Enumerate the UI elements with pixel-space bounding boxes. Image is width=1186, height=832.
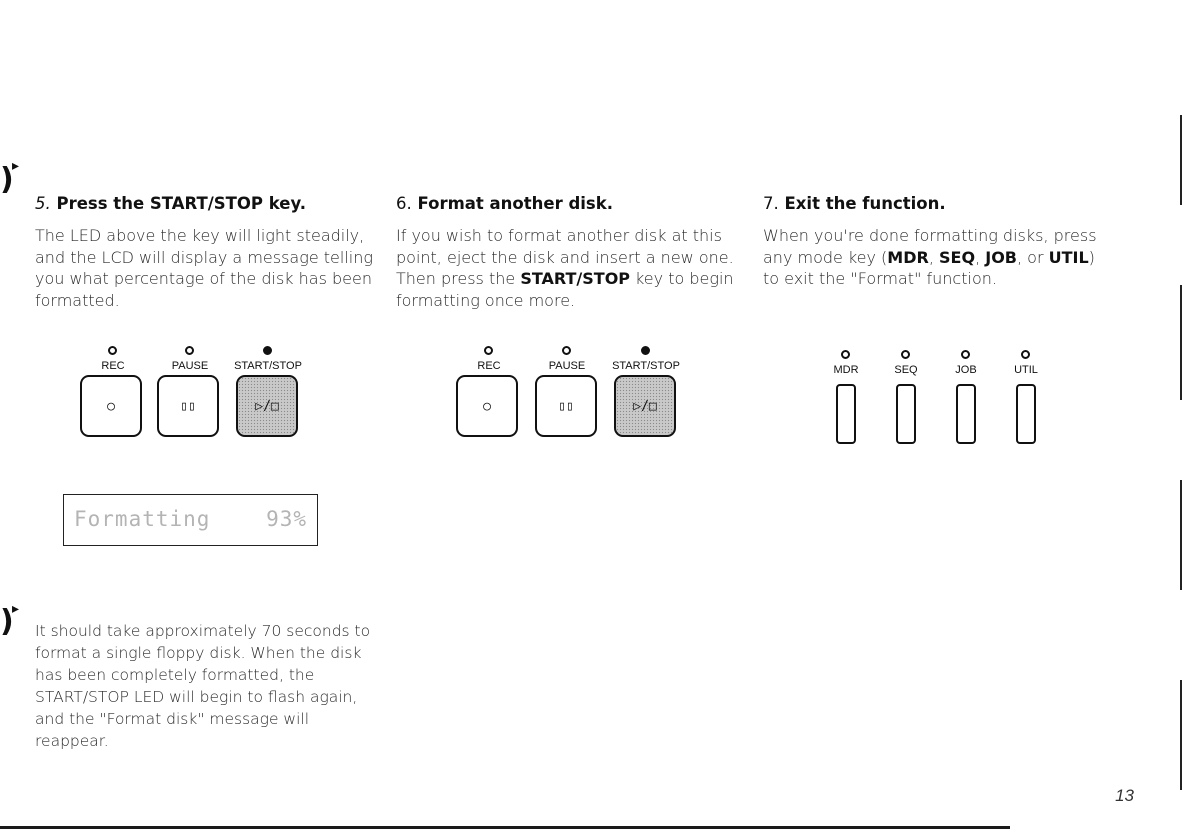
startstop-button-1[interactable] — [236, 375, 298, 437]
rec-icon: ○ — [483, 398, 491, 414]
job-led — [961, 350, 970, 359]
util-led — [1021, 350, 1030, 359]
step-7-sep-1: , — [928, 247, 939, 267]
rec-button-1[interactable] — [80, 375, 142, 437]
startstop-label-2: START/STOP — [612, 360, 680, 372]
step-7-heading — [763, 194, 946, 213]
step-5-title: Press the START/STOP key. — [56, 194, 306, 213]
rec-label-1: REC — [101, 360, 125, 372]
job-label: JOB — [955, 364, 977, 376]
pause-button-2[interactable] — [535, 375, 597, 437]
seq-key[interactable] — [896, 384, 916, 444]
step-7-number: 7. — [763, 194, 779, 213]
step-6-body — [396, 225, 746, 311]
pause-icon: ▯▯ — [558, 398, 574, 414]
job-key[interactable] — [956, 384, 976, 444]
pause-label-2: PAUSE — [548, 360, 586, 372]
step-7-key-util: UTIL — [1048, 247, 1089, 267]
pause-icon: ▯▯ — [180, 398, 196, 414]
step-7-body-pre: When you're done formatting disks, press any mode key ( — [763, 226, 1097, 267]
mdr-label: MDR — [833, 364, 859, 376]
edge-tick-top: ▸ — [12, 158, 20, 174]
pause-led-1 — [185, 346, 194, 355]
step-6-body-post: key to begin formatting once more. — [396, 269, 734, 310]
rec-button-2[interactable] — [456, 375, 518, 437]
step-5-heading — [35, 194, 306, 213]
step-7-sep-3: , or — [1016, 247, 1049, 267]
step-7-body — [763, 225, 1108, 290]
step-7-key-mdr: MDR — [887, 247, 929, 267]
startstop-label-1: START/STOP — [234, 360, 302, 372]
seq-led — [901, 350, 910, 359]
step-7-key-seq: SEQ — [939, 247, 976, 267]
rec-icon: ○ — [107, 398, 115, 414]
step-7-sep-2: , — [975, 247, 986, 267]
right-edge-line-3 — [1180, 480, 1182, 590]
lcd-display — [63, 494, 318, 546]
bottom-rule — [0, 826, 1010, 829]
util-key[interactable] — [1016, 384, 1036, 444]
step-7-body-post: ) to exit the "Format" function. — [763, 247, 1095, 288]
lcd-percent: 93% — [266, 507, 307, 531]
step-7-title: Exit the function. — [784, 194, 946, 213]
pause-button-1[interactable] — [157, 375, 219, 437]
right-edge-line-4 — [1180, 680, 1182, 790]
edge-mark-bottom: ) — [0, 604, 14, 639]
play-stop-icon: ▷/□ — [255, 398, 279, 414]
startstop-button-2[interactable] — [614, 375, 676, 437]
note-text: It should take approximately 70 seconds to format a single floppy disk. When the disk has been completely formatted, the START/STOP LED will begin to flash again, and the "Format disk" message will reappear. — [35, 622, 371, 750]
step-7-key-job: JOB — [985, 247, 1017, 267]
play-stop-icon: ▷/□ — [633, 398, 657, 414]
rec-led-2 — [484, 346, 493, 355]
step-6-number: 6. — [396, 194, 412, 213]
edge-mark-top: ) — [0, 162, 14, 197]
edge-tick-bottom: ▸ — [12, 601, 20, 617]
startstop-led-1 — [263, 346, 272, 355]
pause-led-2 — [562, 346, 571, 355]
step-5-number: 5. — [35, 194, 51, 213]
rec-led-1 — [108, 346, 117, 355]
step-5-body: The LED above the key will light steadily, and the LCD will display a message telling you what percentage of the disk has been formatted. — [35, 226, 373, 310]
page-number: 13 — [1115, 786, 1134, 805]
right-edge-line-2 — [1180, 285, 1182, 400]
step-6-key-name: START/STOP — [520, 269, 631, 288]
mdr-key[interactable] — [836, 384, 856, 444]
pause-label-1: PAUSE — [171, 360, 209, 372]
step-6-heading — [396, 194, 613, 213]
mdr-led — [841, 350, 850, 359]
startstop-led-2 — [641, 346, 650, 355]
right-edge-line-1 — [1180, 115, 1182, 205]
step-6-title: Format another disk. — [417, 194, 613, 213]
rec-label-2: REC — [477, 360, 501, 372]
step-6-body-pre: If you wish to format another disk at this point, eject the disk and insert a new one. Then press the — [396, 226, 734, 288]
seq-label: SEQ — [894, 364, 918, 376]
lcd-message: Formatting — [74, 507, 211, 531]
util-label: UTIL — [1014, 364, 1038, 376]
